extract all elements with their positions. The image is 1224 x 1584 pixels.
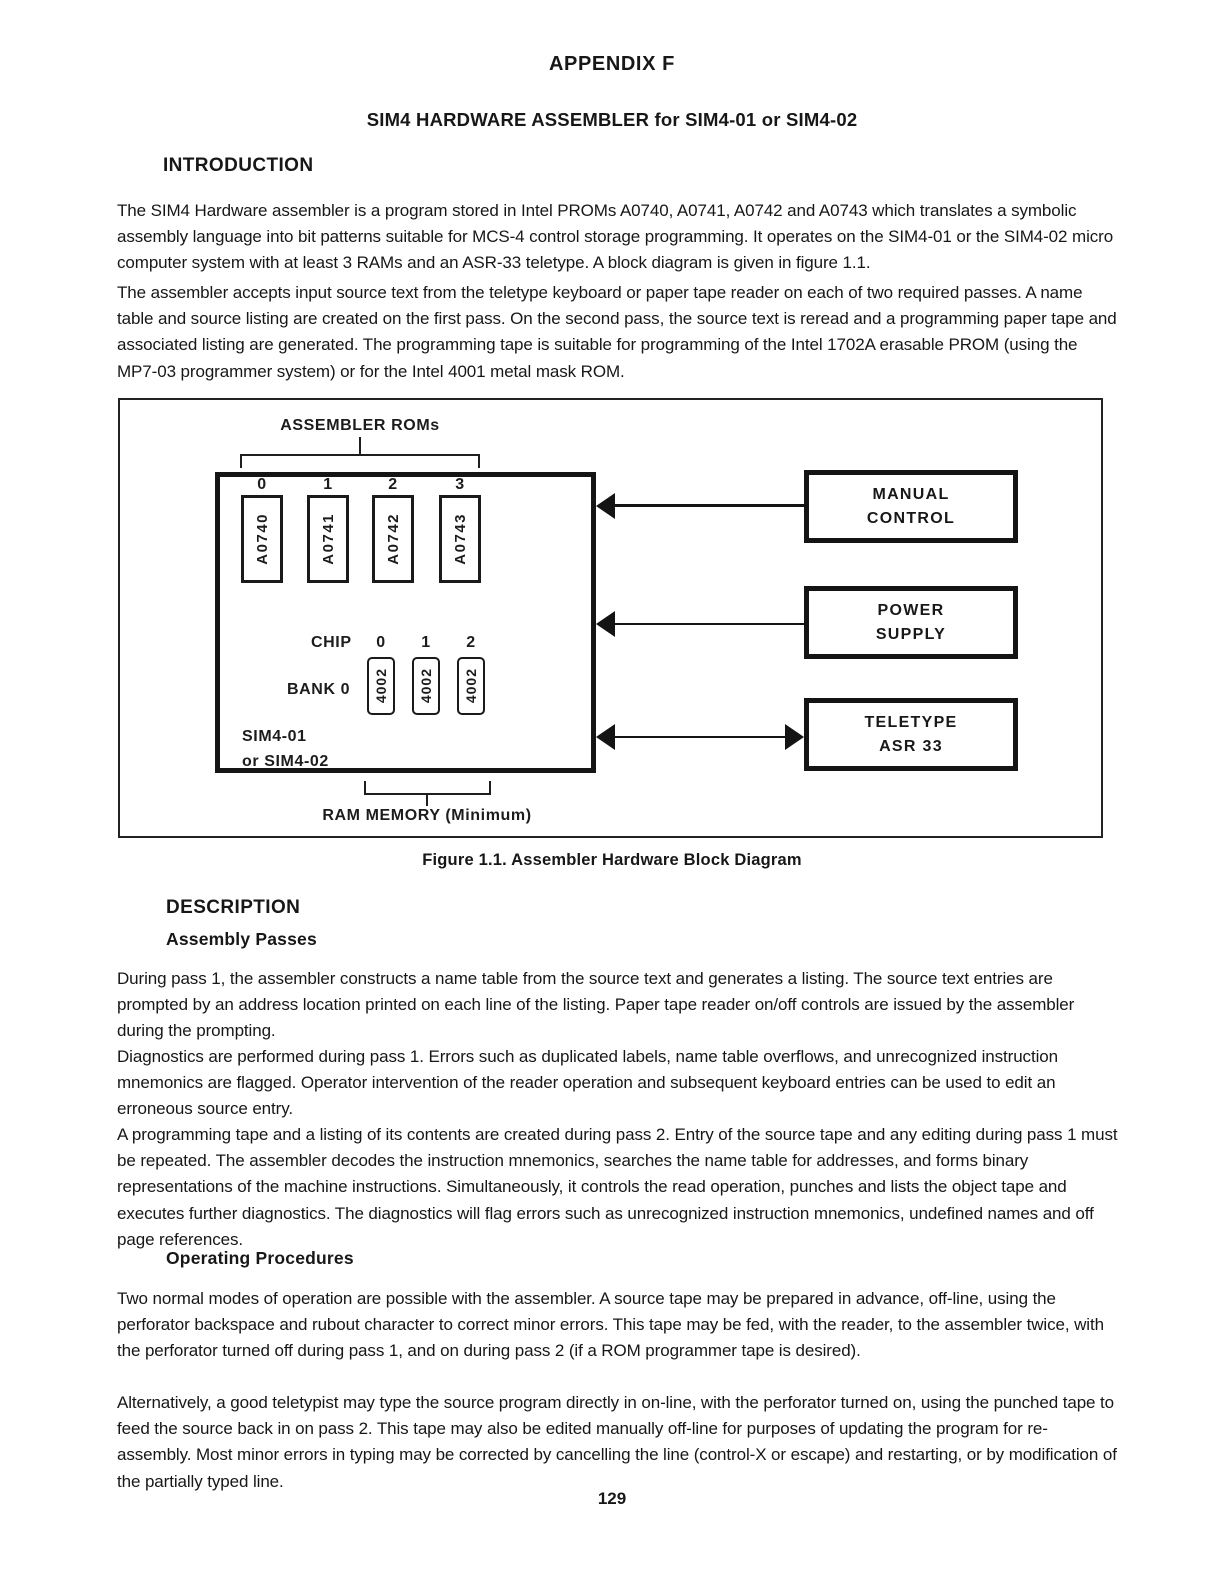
appendix-title: APPENDIX F bbox=[548, 53, 676, 75]
figure-caption: Figure 1.1. Assembler Hardware Block Diagram bbox=[422, 851, 802, 869]
ram-chip bbox=[457, 657, 485, 715]
rom-chip-index: 0 bbox=[257, 476, 267, 493]
rom-chip-index: 3 bbox=[455, 476, 465, 493]
intro-paragraph: The assembler accepts input source text from the teletype keyboard or paper tape reader on each of two required passes. A name table and source listing are created on the first pass. On the second pass, the source text is reread and a programming paper tape and associated listing are generated. The programming tape is suitable for programming of the Intel 1702A erasable PROM (using the MP7-03 programmer system) or for the Intel 4001 metal mask ROM. bbox=[117, 283, 1117, 381]
manual-control-box bbox=[804, 470, 1018, 543]
ram-memory-label: RAM MEMORY (Minimum) bbox=[322, 807, 532, 824]
power-supply-label-line1: POWER bbox=[877, 601, 945, 619]
rom-chip-index: 2 bbox=[388, 476, 398, 493]
rom-chip-label: A0742 bbox=[384, 513, 402, 565]
rom-chip-label: A0743 bbox=[451, 513, 469, 565]
assembly-passes-heading: Assembly Passes bbox=[166, 929, 317, 949]
assembler-roms-label: ASSEMBLER ROMs bbox=[280, 417, 440, 434]
teletype-box bbox=[804, 698, 1018, 771]
ram-memory-bracket bbox=[364, 781, 491, 795]
bracket-tick bbox=[426, 795, 428, 806]
chip-row-label: CHIP bbox=[311, 634, 352, 651]
system-name-line2: or SIM4-02 bbox=[242, 753, 329, 770]
ram-chip-label: 4002 bbox=[373, 668, 389, 704]
system-name bbox=[242, 724, 329, 774]
rom-chip bbox=[372, 495, 414, 583]
connector-line bbox=[613, 504, 804, 507]
arrowhead-right-icon bbox=[785, 724, 804, 750]
teletype-label-line1: TELETYPE bbox=[864, 713, 958, 731]
ram-chip-label: 4002 bbox=[418, 668, 434, 704]
connector-line bbox=[613, 736, 787, 738]
bank-label: BANK 0 bbox=[287, 681, 351, 698]
description-heading: DESCRIPTION bbox=[166, 897, 301, 918]
assembler-roms-bracket bbox=[240, 454, 480, 468]
body-paragraph: A programming tape and a listing of its contents are created during pass 2. Entry of the source tape and any editing during pass 1 must be repeated. The assembler decodes the instruction mnemonics, searches the name table for addresses, and forms binary representations of the machine instructions. Simultaneously, it controls the read operation, punches and lists the object tape and executes further diagnostics. The diagnostics will flag errors such as unrecognized instruction mnemonics, undefined names and off page references. bbox=[117, 1125, 1118, 1249]
teletype-label-line2: ASR 33 bbox=[879, 737, 943, 755]
body-paragraph: Diagnostics are performed during pass 1. Errors such as duplicated labels, name table overflows, and unrecognized instruction mnemonics are flagged. Operator intervention of the reader operation and subsequent keyboard entries can be used to edit an erroneous source entry. bbox=[117, 1047, 1058, 1119]
bracket-tick bbox=[359, 437, 361, 454]
rom-chip-label: A0741 bbox=[319, 513, 337, 565]
introduction-heading: INTRODUCTION bbox=[163, 155, 314, 176]
power-supply-label-line2: SUPPLY bbox=[875, 625, 947, 643]
figure-frame bbox=[118, 398, 1103, 838]
power-supply-box bbox=[804, 586, 1018, 659]
rom-chip bbox=[439, 495, 481, 583]
document-title: SIM4 HARDWARE ASSEMBLER for SIM4-01 or SIM4-02 bbox=[366, 109, 858, 130]
connector-line bbox=[613, 623, 804, 625]
rom-chip-label: A0740 bbox=[253, 513, 271, 565]
ram-chip-index: 0 bbox=[376, 634, 386, 651]
ram-chip-index: 2 bbox=[466, 634, 476, 651]
rom-chip-index: 1 bbox=[323, 476, 333, 493]
operating-procedures-heading: Operating Procedures bbox=[166, 1248, 354, 1268]
system-name-line1: SIM4-01 bbox=[242, 728, 307, 745]
rom-chip bbox=[307, 495, 349, 583]
ram-chip bbox=[412, 657, 440, 715]
manual-control-label-line1: MANUAL bbox=[872, 485, 950, 503]
rom-chip bbox=[241, 495, 283, 583]
body-paragraph: Two normal modes of operation are possible with the assembler. A source tape may be prepared in advance, off-line, using the perforator backspace and rubout character to correct minor errors. This tape may be fed, with the reader, to the assembler twice, with the perforator turned off during pass 1, and on during pass 2 (if a ROM programmer tape is desired). bbox=[117, 1289, 1104, 1361]
manual-control-label-line2: CONTROL bbox=[866, 509, 956, 527]
ram-chip-label: 4002 bbox=[463, 668, 479, 704]
page-number: 129 bbox=[597, 1489, 627, 1508]
body-paragraph: During pass 1, the assembler constructs a name table from the source text and generates a listing. The source text entries are prompted by an address location printed on each line of the listing. Paper tape reader on/off controls are issued by the assembler during the prompting. bbox=[117, 969, 1075, 1041]
ram-chip-index: 1 bbox=[421, 634, 431, 651]
body-paragraph: Alternatively, a good teletypist may type the source program directly in on-line, with the perforator turned on, using the punched tape to feed the source back in on pass 2. This tape may also be edited manually off-line for purposes of updating the program for re-assembly. Most minor errors in typing may be corrected by cancelling the line (control-X or escape) and restarting, or by modification of the partially typed line. bbox=[117, 1393, 1117, 1491]
ram-chip bbox=[367, 657, 395, 715]
intro-paragraph: The SIM4 Hardware assembler is a program stored in Intel PROMs A0740, A0741, A0742 and A0743 which translates a symbolic assembly language into bit patterns suitable for MCS-4 control storage programming. It operates on the SIM4-01 or the SIM4-02 micro computer system with at least 3 RAMs and an ASR-33 teletype. A block diagram is given in figure 1.1. bbox=[117, 201, 1114, 273]
